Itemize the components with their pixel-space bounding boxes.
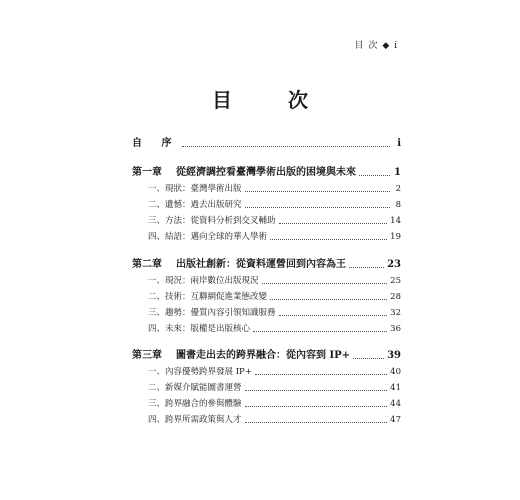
toc-chapter-number: 第三章 — [132, 350, 162, 361]
leader-dots — [279, 223, 388, 224]
toc-section-title: 三、趨勢：優質內容引領知識服務 — [148, 308, 276, 318]
toc-section-line — [148, 214, 401, 227]
leader-dots — [245, 406, 388, 407]
toc-section-title: 一、現況：兩岸數位出版現況 — [148, 276, 259, 286]
toc-page-number: 39 — [387, 350, 401, 361]
toc-section-line — [148, 274, 401, 287]
leader-dots — [253, 331, 387, 332]
toc-page-number: 47 — [390, 415, 401, 425]
leader-dots — [270, 239, 387, 240]
toc-page-number: 25 — [390, 276, 401, 286]
running-head: 目 次 ◆ i — [354, 41, 398, 51]
toc-chapter-number: 第一章 — [132, 167, 162, 178]
toc-section-line — [148, 290, 401, 303]
toc-section-line — [148, 365, 401, 378]
page-title: 目 次 — [212, 88, 326, 112]
toc-chapter-title: 出版社創新：從資料運營回到內容為王 — [176, 259, 346, 270]
toc-chapter-title: 從經濟調控看臺灣學術出版的困境與未來 — [176, 167, 356, 178]
leader-dots — [279, 315, 388, 316]
toc-section-line — [148, 198, 401, 211]
toc-page-number: 19 — [390, 232, 401, 242]
toc-section-line — [148, 230, 401, 243]
leader-dots — [182, 146, 390, 147]
toc-page-number: 2 — [395, 184, 401, 194]
toc-section-title: 四、跨界所需政策與人才 — [148, 415, 242, 425]
toc-chapter-line — [132, 258, 401, 271]
leader-dots — [262, 283, 388, 284]
toc-page-number: 1 — [394, 167, 401, 178]
leader-dots — [359, 175, 390, 176]
toc-page-number: i — [397, 138, 401, 149]
toc-page-number: 28 — [390, 292, 401, 302]
toc-section-title: 二、新媒介賦能圖書運營 — [148, 383, 242, 393]
toc-preface-label: 自 序 — [132, 138, 180, 149]
toc-section-title: 三、跨界融合的參與體驗 — [148, 399, 242, 409]
toc-section-title: 一、現狀：臺灣學術出版 — [148, 184, 242, 194]
toc-section-line — [148, 413, 401, 426]
toc-page-number: 40 — [390, 367, 401, 377]
toc-page-number: 41 — [390, 383, 401, 393]
toc-section-title: 一、內容優勢跨界發展 IP+ — [148, 367, 252, 377]
toc-section-line — [148, 322, 401, 335]
toc-section-line — [148, 397, 401, 410]
toc-section-title: 二、技術：互聯網促進業態改變 — [148, 292, 268, 302]
toc-chapter-line — [132, 166, 401, 179]
toc-page-number: 44 — [390, 399, 401, 409]
toc-section-line — [148, 182, 401, 195]
leader-dots — [245, 191, 390, 192]
toc-section-title: 四、未來：版權是出版核心 — [148, 324, 251, 334]
leader-dots — [245, 422, 388, 423]
toc-section-line — [148, 306, 401, 319]
toc-page-number: 32 — [390, 308, 401, 318]
toc-section-title: 三、方法：從資料分析到交叉輔助 — [148, 216, 276, 226]
leader-dots — [255, 374, 387, 375]
toc-chapter-title: 圖書走出去的跨界融合：從內容到 IP+ — [176, 350, 351, 361]
toc-section-line — [148, 381, 401, 394]
toc-chapter-number: 第二章 — [132, 259, 162, 270]
toc-chapter-line — [132, 349, 401, 362]
leader-dots — [245, 207, 390, 208]
toc-page-number: 14 — [390, 216, 401, 226]
toc-section-title: 四、結語：邁向全球的華人學術 — [148, 232, 268, 242]
leader-dots — [353, 358, 384, 359]
leader-dots — [270, 299, 387, 300]
leader-dots — [245, 390, 388, 391]
toc-page-number: 23 — [387, 259, 401, 270]
leader-dots — [349, 267, 384, 268]
toc-page-number: 8 — [395, 200, 401, 210]
toc-section-title: 二、遺憾：過去出版研究 — [148, 200, 242, 210]
toc-preface-line — [132, 137, 401, 150]
toc-page-number: 36 — [390, 324, 401, 334]
